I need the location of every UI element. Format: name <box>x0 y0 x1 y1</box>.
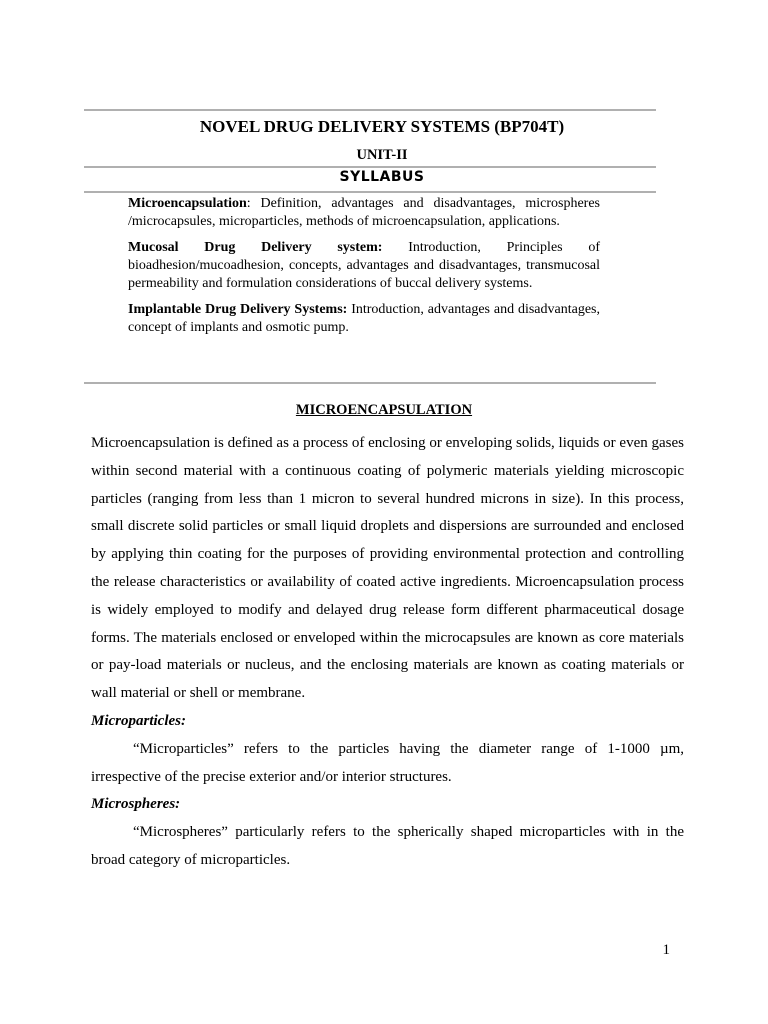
syllabus-term: Microencapsulation <box>128 196 247 211</box>
microspheres-paragraph: “Microspheres” particularly refers to the spherically shaped microparticles with in the broad category of microparticles. <box>91 824 684 868</box>
unit-label: UNIT-II <box>356 147 408 163</box>
syllabus-item-microencapsulation <box>128 195 600 231</box>
unit-rule <box>84 166 656 168</box>
document-title: NOVEL DRUG DELIVERY SYSTEMS (BP704T) <box>199 117 565 136</box>
intro-paragraph: Microencapsulation is defined as a process of enclosing or enveloping solids, liquids or even gases within second material with a continuous coating of polymeric materials yielding microscopic particles (ranging from less than 1 micron to several hundred microns in size). In this process, small discrete solid particles or small liquid droplets and dispersions are surrounded and enclosed by applying thin coating for the purposes of providing environmental protection and controlling the release characteristics or availability of coated active ingredients. Microencapsulation process is widely employed to modify and delayed drug release form different pharmaceutical dosage forms. The materials enclosed or enveloped within the microcapsules are known as core materials or pay-load materials or nucleus, and the enclosing materials are known as coating materials or wall material or shell or membrane. <box>91 435 684 702</box>
syllabus-text: Introduction, Principles of bioadhesion/mucoadhesion, concepts, advantages and disadvantages, transmucosal permeability and formulation considerations of buccal delivery systems. <box>128 240 600 291</box>
syllabus-term: Implantable Drug Delivery Systems: <box>128 302 348 317</box>
syllabus-rule <box>84 191 656 193</box>
section-heading: MICROENCAPSULATION <box>295 402 473 418</box>
syllabus-text: Introduction, advantages and disadvantages, concept of implants and osmotic pump. <box>128 302 600 335</box>
syllabus-text: Definition, advantages and disadvantages, microspheres /microcapsules, microparticles, methods of microencapsulation, applications. <box>128 196 600 229</box>
microparticles-paragraph: “Microparticles” refers to the particles having the diameter range of 1-1000 µm, irrespective of the precise exterior and/or interior structures. <box>91 740 684 785</box>
syllabus-box <box>128 195 600 345</box>
syllabus-item-implantable <box>128 301 600 337</box>
syllabus-item-mucosal <box>128 239 600 293</box>
microspheres-heading: Microspheres: <box>91 796 181 813</box>
body-text <box>91 430 684 875</box>
syllabus-term: Mucosal Drug Delivery system: <box>128 240 383 255</box>
top-rule <box>84 109 656 111</box>
syllabus-bottom-rule <box>84 382 656 384</box>
page-number: 1 <box>662 942 670 958</box>
syllabus-heading: SYLLABUS <box>339 169 425 185</box>
microparticles-heading: Microparticles: <box>91 712 186 729</box>
syllabus-term-sep: : <box>246 196 251 211</box>
